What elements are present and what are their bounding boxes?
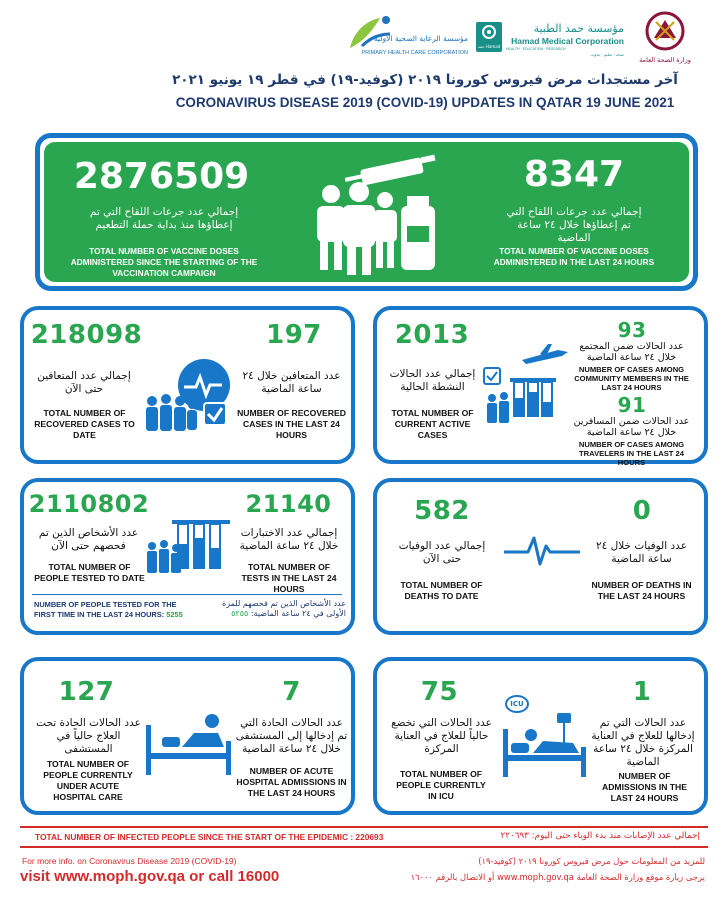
hospital-bed-icon [142,711,232,781]
phcc-leaf-icon [340,12,400,52]
vaccine-daily-value: 8347 [523,154,625,195]
hmc-emblem-icon [476,22,502,40]
tests-daily-ar: إجمالي عدد الاختبارات خلال ٢٤ ساعة الماضية [239,527,339,552]
recovered-total-ar: إجمالي عدد المتعافين حتى الآن [37,370,131,395]
deaths-daily-ar: عدد الوفيات خلال ٢٤ ساعة الماضية [596,540,687,565]
tests-total-ar: عدد الأشخاص الذين تم فحصهم حتى الآن [38,527,139,552]
tests-daily-value: 21140 [245,490,332,518]
acute-daily-ar: عدد الحالات الحادة التي تم إدخالها إلى المستشفى خلال ٢٤ ساعة الماضية [235,717,348,755]
deaths-total-ar: إجمالي عدد الوفيات حتى الآن [398,540,486,565]
hmc-tagline-ar: صحة · تعليم · بحوث [590,52,624,57]
recovered-total-value: 218098 [30,320,143,350]
phcc-logo [330,12,468,64]
hmc-badge-text: حمد Hamad [477,44,501,49]
acute-daily-value: 7 [282,677,301,707]
first-time-en-value: 5255 [166,609,183,619]
first-time-ar-line [204,599,346,619]
travel-en: NUMBER OF CASES AMONG TRAVELERS IN THE LAST 24 HOURS [578,440,685,467]
first-time-en-line [34,600,199,619]
moph-emblem-icon [636,8,694,54]
visit-en: visit www.moph.gov.qa or call 16000 [20,868,280,885]
community-ar: عدد الحالات ضمن المجتمع خلال ٢٤ ساعة الماضية [579,341,684,363]
vaccine-total-ar: إجمالي عدد جرعات اللقاح التي تم إعطاؤها منذ بداية حملة التطعيم [89,206,239,231]
deaths-daily-value: 0 [632,496,652,526]
icu-total-en: TOTAL NUMBER OF PEOPLE CURRENTLY IN ICU [396,769,486,801]
vaccine-total-value: 2876509 [73,156,250,197]
acute-total-ar: عدد الحالات الحادة تحت العلاج حالياً في المستشفى [36,717,141,755]
active-total-en: TOTAL NUMBER OF CURRENT ACTIVE CASES [391,408,474,440]
phcc-name-en: PRIMARY HEALTH CARE CORPORATION [361,50,468,56]
icu-daily-ar: عدد الحالات التي تم إدخالها للعلاج في العناية المركزة خلال ٢٤ ساعة الماضية [591,717,695,768]
deaths-total-en: TOTAL NUMBER OF DEATHS TO DATE [400,580,483,601]
footer-bottom-rule [20,846,708,848]
active-cases-icon [482,340,572,430]
recovered-card [20,306,355,464]
vaccination-people-icon [289,150,449,280]
phcc-name-ar: مؤسسة الرعاية الصحية الأولية [374,34,468,43]
acute-total-en: TOTAL NUMBER OF PEOPLE CURRENTLY UNDER ACUTE HOSPITAL CARE [43,759,133,802]
icu-total-value: 75 [420,677,459,707]
infected-total-en: TOTAL NUMBER OF INFECTED PEOPLE SINCE THE START OF THE EPIDEMIC : 220693 [35,832,384,842]
icu-total-ar: عدد الحالات التي تخضع حالياً للعلاج في العناية المركزة [391,717,492,755]
tests-total-en: TOTAL NUMBER OF PEOPLE TESTED TO DATE [34,562,145,583]
tests-divider [32,594,342,595]
recovered-total-en: TOTAL NUMBER OF RECOVERED CASES TO DATE [34,408,135,440]
vaccine-total-en: TOTAL NUMBER OF VACCINE DOSES ADMINISTERED SINCE THE STARTING OF THE VACCINATION CAMPAIGN [70,246,258,278]
acute-daily-en: NUMBER OF ACUTE HOSPITAL ADMISSIONS IN THE LAST 24 HOURS [236,766,347,798]
deaths-total-value: 582 [414,496,470,526]
hmc-name-ar: مؤسسة حمد الطبية [533,22,624,35]
deaths-card [373,478,708,635]
tests-daily-en: TOTAL NUMBER OF TESTS IN THE LAST 24 HOURS [241,562,337,594]
recovered-daily-value: 197 [266,320,322,350]
vaccine-card [35,133,698,291]
active-total-value: 2013 [394,320,470,350]
community-value: 93 [617,318,647,342]
recovered-daily-ar: عدد المتعافين خلال ٢٤ ساعة الماضية [242,370,341,395]
deaths-daily-en: NUMBER OF DEATHS IN THE LAST 24 HOURS [591,580,692,601]
acute-card [20,657,355,815]
vaccine-daily-ar: إجمالي عدد جرعات اللقاح التي تم إعطاؤها خلال ٢٤ ساعة الماضية [506,206,642,244]
title-english: CORONAVIRUS DISEASE 2019 (COVID-19) UPDATES IN QATAR 19 JUNE 2021 [175,95,675,110]
first-time-en-label: NUMBER OF PEOPLE TESTED FOR THE FIRST TIME IN THE LAST 24 HOURS: [34,600,177,619]
travel-value: 91 [617,393,647,417]
recovered-people-icon [142,355,242,435]
tests-card [20,478,355,635]
infected-total-ar: إجمالي عدد الإصابات منذ بدء الوباء حتى اليوم: ٢٢٠٦٩٣ [500,831,700,841]
first-time-ar-label: عدد الأشخاص الذين تم فحصهم للمرة الأولى في ٢٤ ساعة الماضية: [222,599,346,618]
icu-daily-value: 1 [632,677,652,707]
icu-daily-en: NUMBER OF ADMISSIONS IN THE LAST 24 HOURS [602,771,687,803]
info-ar: للمزيد من المعلومات حول مرض فيروس كورونا ٢٠١٩ (كوفيد-١٩) [478,856,705,866]
title-arabic: آخر مستجدات مرض فيروس كورونا ٢٠١٩ (كوفيد-١٩) في قطر ١٩ يونيو ٢٠٢١ [172,72,678,88]
travel-ar: عدد الحالات ضمن المسافرين خلال ٢٤ ساعة الماضية [573,416,690,438]
info-en: For more info. on Coronavirus Disease 2019 (COVID-19) [22,856,237,866]
vaccine-daily-en: TOTAL NUMBER OF VACCINE DOSES ADMINISTERED IN THE LAST 24 HOURS [493,246,655,267]
moph-name-ar: وزارة الصحة العامة [639,56,691,64]
icu-bed-icon [499,713,589,781]
moph-logo [636,8,694,64]
recovered-daily-en: NUMBER OF RECOVERED CASES IN THE LAST 24 HOURS [237,408,346,440]
icu-sign-label: ICU [510,700,524,708]
hmc-logo [476,22,624,58]
tests-total-value: 2110802 [28,490,150,518]
tests-lab-icon [144,516,236,576]
footer-top-rule [20,826,708,828]
acute-total-value: 127 [58,677,115,707]
hmc-badge [476,22,502,52]
icu-sign [505,695,529,713]
hmc-tagline: HEALTH · EDUCATION · RESEARCH [506,47,566,51]
hmc-name-en: Hamad Medical Corporation [511,36,624,46]
icu-card [373,657,708,815]
active-total-ar: إجمالي عدد الحالات النشطة الحالية [389,368,476,393]
first-time-ar-value: ٥٢٥٥ [231,609,249,618]
community-en: NUMBER OF CASES AMONG COMMUNITY MEMBERS IN THE LAST 24 HOURS [574,365,689,392]
active-cases-card [373,306,708,467]
visit-ar: يرجى زيارة موقع وزارة الصحة العامة www.moph.gov.qa أو الاتصال بالرقم ١٦٠٠٠ [410,872,705,882]
heartbeat-flatline-icon [502,532,582,572]
